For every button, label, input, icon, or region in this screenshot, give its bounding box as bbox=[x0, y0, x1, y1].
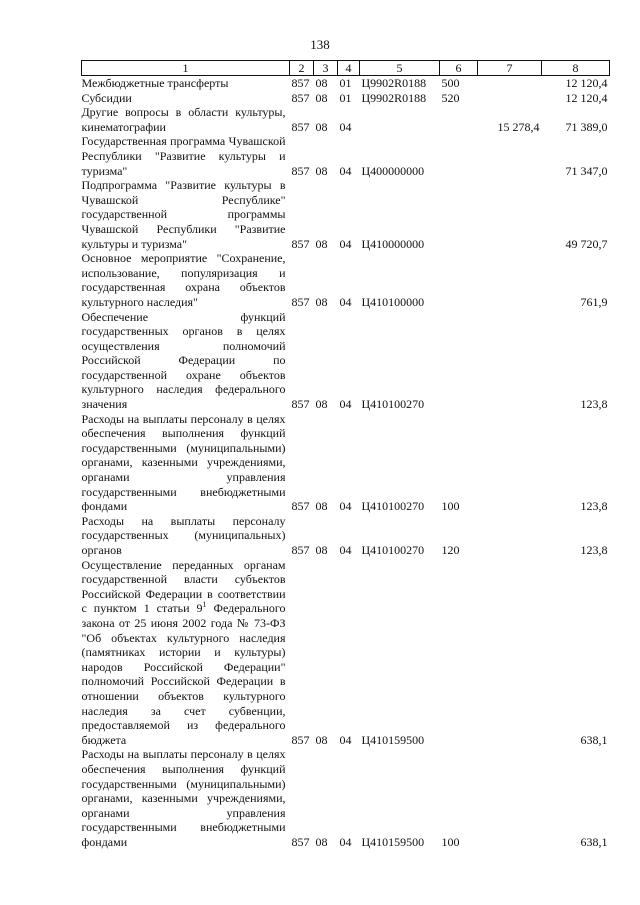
cell-section: 08 bbox=[315, 119, 328, 134]
cell-amount-7 bbox=[478, 251, 542, 309]
cell-amount-8: 123,8 bbox=[580, 543, 608, 557]
page-number: 138 bbox=[310, 37, 330, 52]
row-name-text: Федерального закона от 25 июня 2002 года № 73-ФЗ "Об объектах культурного наследия (памятниках истории и культуры) народов Российской Федерации" полномочий Российской Федерации в отношении объектов культурного наследия за счет субвенции, предоставляемой из федерального бюджета bbox=[81, 601, 286, 747]
cell-expense-type: 100 bbox=[441, 834, 460, 849]
cell-target-article: Ц410100270 bbox=[361, 543, 425, 557]
cell-amount-8: 12 120,4 bbox=[565, 76, 608, 90]
header-cell: 8 bbox=[542, 61, 610, 76]
row-name: Межбюджетные трансферты bbox=[81, 76, 229, 90]
table-row bbox=[82, 105, 610, 134]
header-cell: 1 bbox=[82, 61, 290, 76]
table-row bbox=[82, 251, 610, 309]
row-name: Субсидии bbox=[81, 90, 132, 105]
cell-amount-7: 15 278,4 bbox=[497, 119, 540, 134]
cell-target-article: Ц410100270 bbox=[361, 499, 425, 514]
cell-section: 08 bbox=[315, 499, 328, 514]
cell-amount-7 bbox=[478, 747, 542, 849]
cell-amount-8: 123,8 bbox=[580, 397, 608, 412]
cell-subsection: 04 bbox=[339, 294, 352, 309]
cell-ministry: 857 bbox=[291, 499, 310, 514]
cell-ministry: 857 bbox=[291, 236, 310, 251]
row-name: Обеспечение функций государственных органов в целях осуществления полномочий Российской Федерации по государственной охране объектов культурного наследия федерального значения bbox=[81, 309, 286, 412]
row-name: Государственная программа Чувашской Республики "Развитие культуры и туризма" bbox=[81, 134, 286, 178]
cell-subsection: 04 bbox=[339, 119, 352, 134]
cell-amount-8: 71 347,0 bbox=[565, 163, 608, 178]
cell-amount-8: 12 120,4 bbox=[565, 90, 608, 105]
cell-amount-8: 761,9 bbox=[580, 294, 608, 309]
cell-ministry: 857 bbox=[291, 163, 310, 178]
cell-ministry: 857 bbox=[291, 119, 310, 134]
cell-expense-type bbox=[440, 178, 478, 251]
cell-amount-8: 49 720,7 bbox=[565, 236, 608, 251]
cell-subsection: 04 bbox=[339, 732, 352, 747]
row-name: Расходы на выплаты персоналу государственных (муниципальных) органов bbox=[81, 513, 286, 557]
table-row bbox=[82, 134, 610, 178]
table-row bbox=[82, 558, 610, 748]
header-row bbox=[82, 61, 610, 76]
cell-ministry: 857 bbox=[291, 90, 310, 105]
cell-amount-7 bbox=[478, 178, 542, 251]
cell-target-article: Ц410159500 bbox=[361, 732, 425, 747]
row-name-text: Осуществление переданных органам государственной власти субъектов Российской Федерации в соответствии с пунктом 1 статьи 9 bbox=[81, 557, 286, 616]
row-name: Расходы на выплаты персоналу в целях обеспечения выполнения функций государственными (муниципальными) органами, казенными учреждениями, органами управления государственными внебюджетными фондами bbox=[81, 747, 286, 849]
row-name: Расходы на выплаты персоналу в целях обеспечения выполнения функций государственными (муниципальными) органами, казенными учреждениями, органами управления государственными внебюджетными фондами bbox=[81, 411, 286, 514]
cell-target-article: Ц410000000 bbox=[361, 236, 425, 251]
table-row bbox=[82, 514, 610, 558]
cell-section: 08 bbox=[315, 76, 328, 90]
cell-ministry: 857 bbox=[291, 732, 310, 747]
cell-amount-7 bbox=[478, 76, 542, 91]
header-cell: 5 bbox=[360, 61, 440, 76]
header-cell: 2 bbox=[290, 61, 314, 76]
cell-subsection: 01 bbox=[339, 76, 352, 90]
cell-target-article: Ц400000000 bbox=[361, 163, 425, 178]
cell-target-article: Ц410100270 bbox=[361, 397, 425, 412]
cell-expense-type: 500 bbox=[441, 76, 460, 90]
superscript: 1 bbox=[202, 600, 207, 610]
row-name: Основное мероприятие "Сохранение, использование, популяризация и государственная охрана объектов культурного наследия" bbox=[81, 251, 286, 309]
cell-amount-7 bbox=[478, 91, 542, 106]
cell-amount-7 bbox=[478, 558, 542, 748]
cell-section: 08 bbox=[315, 732, 328, 747]
cell-expense-type bbox=[440, 251, 478, 309]
table-row bbox=[82, 310, 610, 412]
cell-ministry: 857 bbox=[291, 543, 310, 557]
cell-expense-type: 520 bbox=[441, 90, 460, 105]
cell-expense-type bbox=[440, 310, 478, 412]
cell-target-article: Ц9902R0188 bbox=[361, 90, 427, 105]
cell-section: 08 bbox=[315, 543, 328, 557]
cell-subsection: 01 bbox=[339, 90, 352, 105]
cell-subsection: 04 bbox=[339, 163, 352, 178]
header-cell: 3 bbox=[314, 61, 338, 76]
cell-subsection: 04 bbox=[339, 543, 352, 557]
row-name bbox=[82, 558, 290, 748]
cell-amount-7 bbox=[478, 310, 542, 412]
cell-ministry: 857 bbox=[291, 397, 310, 412]
table-row bbox=[82, 178, 610, 251]
cell-section: 08 bbox=[315, 90, 328, 105]
cell-amount-8: 71 389,0 bbox=[565, 119, 608, 134]
cell-ministry: 857 bbox=[291, 76, 310, 90]
cell-amount-7 bbox=[478, 134, 542, 178]
table-row bbox=[82, 76, 610, 91]
cell-target-article: Ц410100000 bbox=[361, 294, 425, 309]
cell-target-article bbox=[360, 105, 440, 134]
header-cell: 4 bbox=[338, 61, 360, 76]
row-name: Другие вопросы в области культуры, кинематографии bbox=[81, 105, 286, 134]
cell-expense-type bbox=[440, 105, 478, 134]
row-name: Подпрограмма "Развитие культуры в Чувашской Республике" государственной программы Чувашской Республики "Развитие культуры и туризма" bbox=[81, 178, 286, 251]
cell-ministry: 857 bbox=[291, 294, 310, 309]
table-row bbox=[82, 412, 610, 514]
cell-expense-type bbox=[440, 558, 478, 748]
cell-ministry: 857 bbox=[291, 834, 310, 849]
budget-table bbox=[81, 60, 610, 849]
table-row bbox=[82, 747, 610, 849]
cell-section: 08 bbox=[315, 163, 328, 178]
header-cell: 6 bbox=[440, 61, 478, 76]
cell-subsection: 04 bbox=[339, 236, 352, 251]
cell-amount-8: 638,1 bbox=[580, 834, 608, 849]
cell-expense-type: 120 bbox=[441, 543, 460, 557]
header-cell: 7 bbox=[478, 61, 542, 76]
cell-target-article: Ц9902R0188 bbox=[361, 76, 427, 90]
cell-section: 08 bbox=[315, 294, 328, 309]
cell-subsection: 04 bbox=[339, 397, 352, 412]
cell-subsection: 04 bbox=[339, 499, 352, 514]
cell-amount-7 bbox=[478, 514, 542, 558]
cell-amount-8: 123,8 bbox=[580, 499, 608, 514]
cell-section: 08 bbox=[315, 834, 328, 849]
cell-amount-8: 638,1 bbox=[580, 732, 608, 747]
table-row bbox=[82, 91, 610, 106]
cell-target-article: Ц410159500 bbox=[361, 834, 425, 849]
cell-expense-type: 100 bbox=[441, 499, 460, 514]
cell-section: 08 bbox=[315, 236, 328, 251]
cell-subsection: 04 bbox=[339, 834, 352, 849]
cell-section: 08 bbox=[315, 397, 328, 412]
cell-expense-type bbox=[440, 134, 478, 178]
cell-amount-7 bbox=[478, 412, 542, 514]
